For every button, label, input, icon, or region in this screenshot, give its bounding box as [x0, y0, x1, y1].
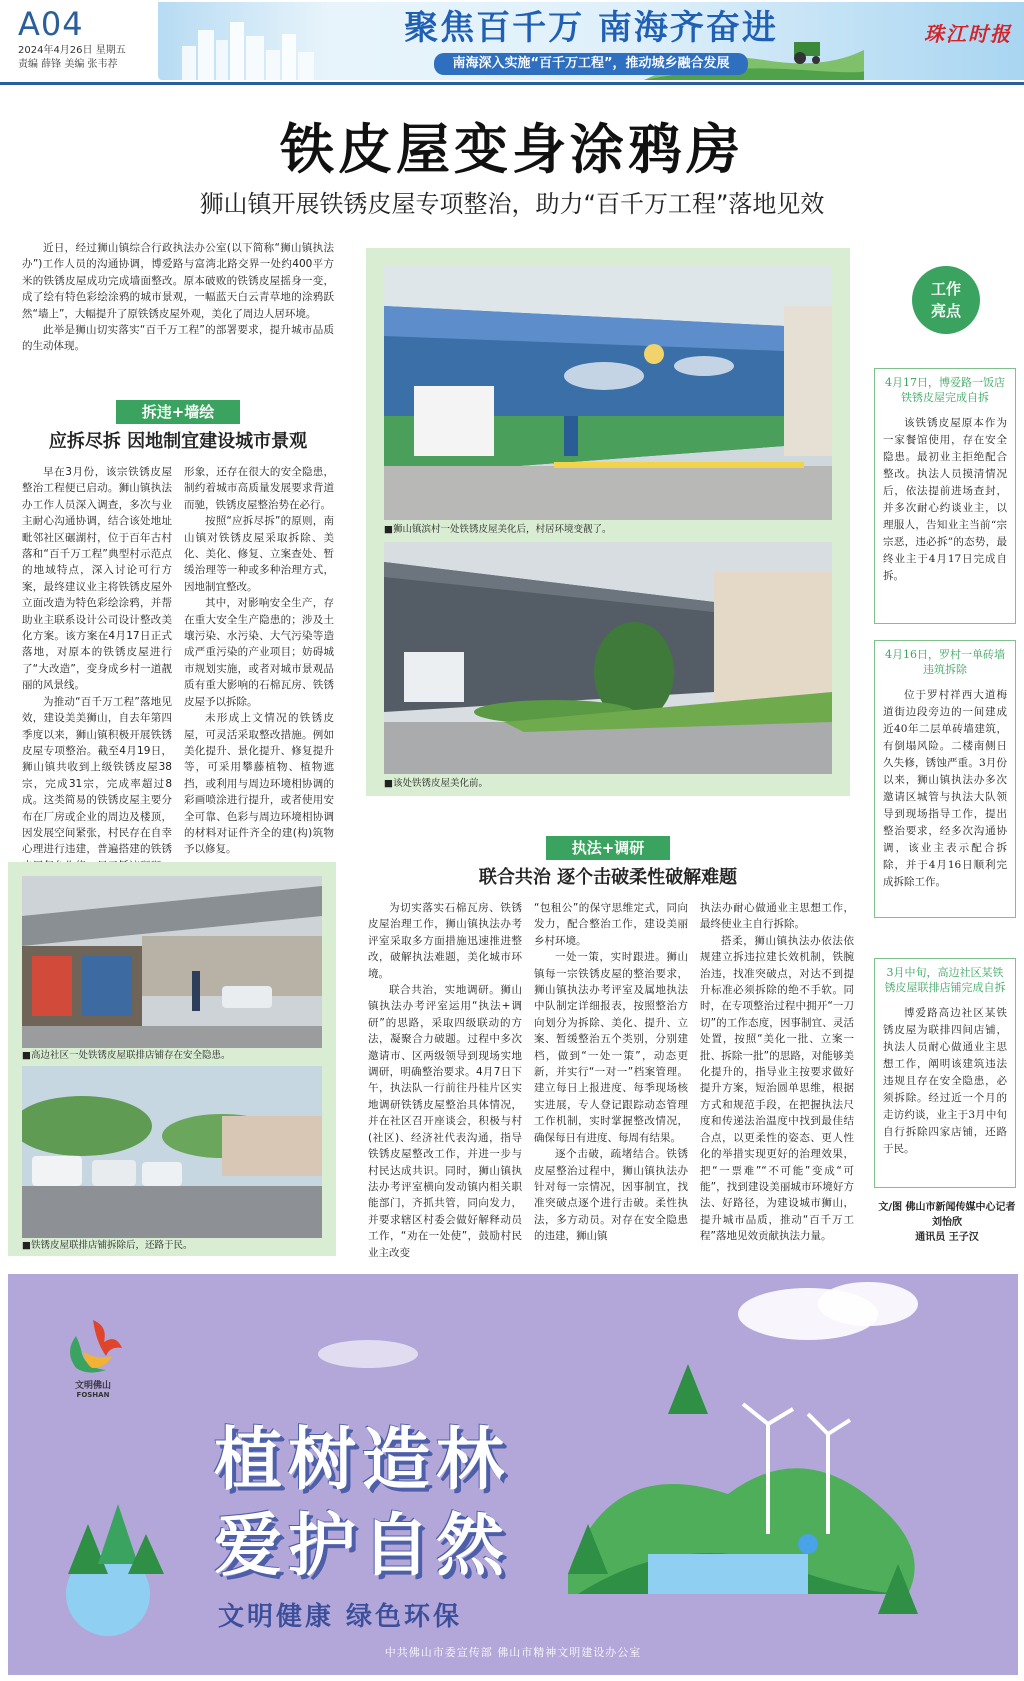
section1-columns: [22, 464, 334, 891]
byline-line: 刘怡欣: [932, 1217, 962, 1228]
photo-caption: ■狮山镇滨村一处铁锈皮屋美化后，村居环境变靓了。: [384, 524, 612, 535]
highlight-title: 3月中旬，高边社区某铁锈皮屋联排店铺完成自拆: [884, 966, 1006, 994]
section1-header: [20, 400, 336, 454]
photo-caption: ■该处铁锈皮屋美化前。: [384, 778, 488, 789]
article-paragraph: 按照“应拆尽拆”的原则，南山镇对铁锈皮屋采取拆除、美化、美化、修复、立案查处、暂缓治理等一种或多种治理方式，因地制宜整改。: [184, 515, 334, 593]
intro-paragraph: 此举是狮山切实落实“百千万工程”的部署要求，提升城市品质的生动体现。: [22, 324, 334, 353]
photo-graffiti-after: [384, 266, 832, 520]
article-paragraph: 联合共治，实地调研。狮山镇执法办考评室运用“执法+调研”的思路，采取四级联动的方法，凝聚合力破题。过程中多次邀请市、区两级领导到现场实地调研，明确整治要求。4月7日下午，执法队一行前往丹桂片区实地调研铁锈皮屋整治具体情况，并在社区召开座谈会，积极与村(社区)、经济社代表沟通，指导铁锈皮屋整改工作，并进一步与村民达成共识。同时，狮山镇执法办考评室横向发动镇内相关职能部门，齐抓共管，同向发力，并要求辖区村委会做好解释动员工作，“劝在一处使”，鼓励村民业主改变: [368, 984, 522, 1259]
masthead: [0, 0, 1024, 82]
subheadline: 狮山镇开展铁锈皮屋专项整治，助力“百千万工程”落地见效: [199, 190, 825, 218]
headline: 铁皮屋变身涂鸦房: [280, 118, 744, 181]
section1-column-a: [22, 464, 172, 891]
iron-shed-image: [384, 542, 832, 774]
photo-caption: ■铁锈皮屋联排店铺拆除后，还路于民。: [22, 1240, 193, 1251]
logo-text-cn: 文明佛山: [74, 1381, 111, 1391]
editor-line: 责编 薛锋 美编 张韦荐: [18, 59, 118, 70]
article-paragraph: 执法办耐心做通业主思想工作，最终使业主自行拆除。: [700, 902, 854, 931]
public-service-ad: [8, 1274, 1018, 1675]
badge-line: 工作: [930, 280, 961, 298]
ad-background-illustration: [8, 1274, 1018, 1675]
article-paragraph: 未形成上文情况的铁锈皮屋，可灵活采取整改措施。例如美化提升、景化提升、修复提升等，可采用攀藤植物、植物遮挡，或利用与周边环境相协调的彩画喷涂进行提升，或者使用安全可靠、色彩与周边环境相协调的材料对证件齐全的建(构)筑物予以修复。: [184, 712, 334, 856]
logo-text: [56, 1378, 130, 1399]
masthead-left: [18, 4, 168, 72]
logo-text-en: FOSHAN: [76, 1391, 110, 1399]
newspaper-logo: 珠江时报: [924, 22, 1012, 46]
article-paragraph: 形象，还存在很大的安全隐患，制约着城市高质量发展要求背道而驰，铁锈皮屋整治势在必行。: [184, 466, 334, 511]
article-paragraph: 早在3月份，该宗铁锈皮屋整治工程便已启动。狮山镇执法办工作人员深入调查，多次与业主耐心沟通协调，结合该处地址毗邻社区碾湖村，位于百年古村落和“百千万工程”典型村示范点的地域特点，深入讨论可行方案，最终建议业主将铁锈皮屋外立面改造为特色彩绘涂鸦，并帮助业主联系设计公司设计整改美化方案。该方案在4月17日正式落地，对原本的铁锈皮屋进行了“大改造”，变身成乡村一道靓丽的风景线。: [22, 466, 172, 692]
section2-title: 联合共治 逐个击破柔性破解难题: [478, 867, 738, 888]
byline: [874, 1200, 1020, 1245]
section2-column-c: [700, 900, 854, 1261]
ad-title-line1: 植树造林: [214, 1421, 511, 1500]
wenming-foshan-logo: [56, 1312, 130, 1382]
shops-image: [22, 876, 322, 1048]
ad-slogan: 文明健康 绿色环保: [218, 1602, 463, 1632]
byline-line: 通讯员 王子汉: [915, 1232, 979, 1243]
graffiti-wall-image: [384, 266, 832, 520]
cleared-road-image: [22, 1066, 322, 1238]
ad-footer: 中共佛山市委宣传部 佛山市精神文明建设办公室: [384, 1646, 642, 1659]
article-paragraph: 为切实落实石棉瓦房、铁锈皮屋治理工作，狮山镇执法办考评室采取多方面措施迅速推进整改，破解执法难题，美化城市环境。: [368, 902, 522, 980]
photo-graffiti-before: [384, 542, 832, 774]
section1-tag: 拆违+墙绘: [116, 400, 241, 424]
highlight-title: 4月16日，罗村一单砖墙违筑拆除: [885, 648, 1005, 676]
photo-shops-after: [22, 1066, 322, 1238]
section1-column-b: [184, 464, 334, 891]
byline-line: 文/图 佛山市新闻传媒中心记者: [878, 1202, 1016, 1213]
ad-title-line2: 爱护自然: [214, 1507, 511, 1586]
highlight-box-2: [874, 640, 1016, 918]
highlight-box-3: [874, 958, 1016, 1188]
highlight-body: 博爱路高边社区某铁锈皮屋为联排四间店铺，执法人员耐心做通业主思想工作，阐明该建筑违法违规且存在安全隐患，必须拆除。经过近一个月的走访约谈，业主于3月中旬自行拆除四家店铺，还路于民。: [883, 1007, 1007, 1155]
section2-tag: 执法+调研: [546, 836, 671, 860]
date-line: 2024年4月26日 星期五: [18, 45, 126, 56]
photo-shops-before: [22, 876, 322, 1048]
badge-line: 亮点: [930, 302, 961, 320]
highlight-body: 位于罗村祥西大道梅道街边段旁边的一间建成近40年二层单砖墙建筑，有倒塌风险。二楼南侧日久失修，锈蚀严重。3月份以来，狮山镇执法办多次邀请区城管与执法大队领导到现场指导工作，提出整治要求，经多次沟通协调，该业主表示配合拆除，并于4月16日顺利完成拆除工作。: [883, 689, 1007, 888]
work-highlights-badge: [912, 266, 980, 334]
section2-column-a: [368, 900, 522, 1261]
article-paragraph: 为推动“百千万工程”落地见效，建设美美狮山，自去年第四季度以来，狮山镇积极开展铁锈皮屋专项整治。截至4月19日，狮山镇共收到上级铁锈皮屋38宗，完成31宗，完成率超过8成。这类简易的铁锈皮屋主要分布在厂房或企业的周边及楼顶，因发展空间紧张，村民存在自幸心理进行违建，普遍搭建的铁锈: [22, 695, 172, 856]
article-paragraph: “包租公”的保守思维定式，同向发力，配合整治工作，建设美丽乡村环境。: [534, 902, 688, 947]
article-paragraph: 其中，对影响安全生产，存在重大安全生产隐患的；涉及土壤污染、水污染、大气污染等造成严重污染的产业项目；妨碍城市规划实施，或者对城市景观品质有重大影响的石棉瓦房、铁锈皮屋予以拆除。: [184, 597, 334, 708]
masthead-rule: [0, 82, 1024, 85]
page-number: A04: [18, 5, 84, 43]
banner-subtitle: 南海深入实施“百千万工程”，推动城乡融合发展: [434, 53, 747, 75]
article-paragraph: 逐个击破，疏堵结合。铁锈皮屋整治过程中，狮山镇执法办针对每一宗情况，因事制宜，找准突破点逐个进行击破。柔性执法，多方动员。对存在安全隐患的违建，狮山镇: [534, 1148, 688, 1243]
intro-paragraph: 近日，经过狮山镇综合行政执法办公室(以下简称“狮山镇执法办”)工作人员的沟通协调，博爱路与富湾北路交界一处约400平方米的铁锈皮屋成功完成墙面整改。原本破败的铁锈皮屋摇身一变，成了绘有特色彩绘涂鸦的城市景观，一幅蓝天白云青草地的涂鸦跃然“墙上”，大幅提升了原铁锈皮屋外观，美化了周边人居环境。: [22, 242, 334, 320]
photo-caption: ■高边社区一处铁锈皮屋联排店铺存在安全隐患。: [22, 1050, 231, 1061]
section2-column-b: [534, 900, 688, 1261]
article-paragraph: 一处一策，实时跟进。狮山镇每一宗铁锈皮屋的整治要求，狮山镇执法办考评室及属地执法中队制定详细报表，按照整治方向划分为拆除、美化、提升、立案、暂缓整治五个类别，分别建档，做到“一处一策”，动态更新，并实行“一对一”档案管理。建立每日上报进度、每季现场核实进展，专人登记跟踪动态管理工作机制，实时掌握整改情况，确保每日有进度、每周有结果。: [534, 951, 688, 1144]
section2-header: [372, 836, 844, 890]
banner-subtitle-wrap: [158, 52, 1024, 75]
highlight-body: 该铁锈皮屋原本作为一家餐馆使用，存在安全隐患。最初业主拒绝配合整改。执法人员摸清情况后，依法提前进场查封，并多次耐心约谈业主，以理服人，告知业主当前“宗宗恶，违必拆”的态势，最终业主于4月17日完成自拆。: [883, 417, 1007, 582]
intro-text: [22, 240, 334, 355]
highlight-title: 4月17日，博爱路一饭店铁锈皮屋完成自拆: [885, 376, 1005, 404]
article-paragraph: 搭柔，狮山镇执法办依法依规建立拆违拉建长效机制，铁腕治违，找准突破点，对达不到提升标准必须拆除的绝不手软。同时，在专项整治过程中拥开“一刀切”的工作态度，因事制宜、灵活处置，按照“美化一批、立案一批、拆除一批”的思路，对能够美化提升的，指导业主按要求做好提升方案，短治圆单思维，根据方式和规范手段，在把握执法尺度和传递法治温度中找到最佳结合点，以更柔性的姿态、更人性化的举措实现更好的治理效果，把“一票难”“不可能”变成“可能”，找到建设美丽城市环境好方法、好路径，为建设城市狮山，提升城市品质，推动“百千万工程”落地见效贡献执法力量。: [700, 934, 854, 1243]
section2-columns: [368, 900, 854, 1261]
section1-title: 应拆尽拆 因地制宜建设城市景观: [48, 431, 308, 452]
masthead-banner: [158, 2, 1024, 80]
highlight-box-1: [874, 368, 1016, 624]
banner-title: 聚焦百千万 南海齐奋进: [404, 8, 778, 48]
